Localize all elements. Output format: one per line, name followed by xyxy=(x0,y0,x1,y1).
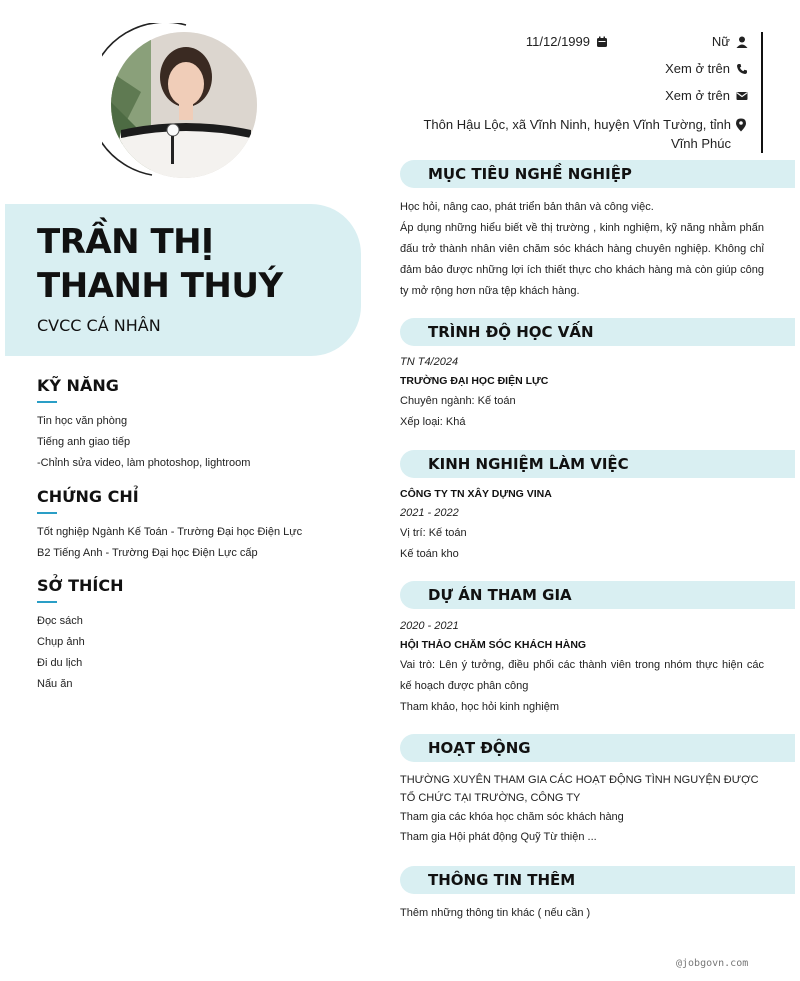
certificate-item: Tốt nghiệp Ngành Kế Toán - Trường Đại học Điện Lực xyxy=(37,526,303,538)
objective-section xyxy=(400,197,764,302)
more-info-section xyxy=(400,903,764,924)
skills-title: KỸ NĂNG xyxy=(37,376,119,395)
hobbies-section xyxy=(37,576,357,695)
certificates-section xyxy=(37,487,357,564)
gender-text: Nữ xyxy=(711,34,730,49)
project-role: Vai trò: Lên ý tưởng, điều phối các thành viên trong nhóm thực hiện các kế hoạch được phân công xyxy=(400,659,764,692)
activities-header xyxy=(400,734,795,762)
skill-item: -Chỉnh sửa video, làm photoshop, lightroom xyxy=(37,457,251,469)
hobby-item: Đọc sách xyxy=(37,615,83,627)
experience-title: KINH NGHIỆM LÀM VIỆC xyxy=(428,455,629,473)
hobbies-title: SỞ THÍCH xyxy=(37,576,124,595)
skill-item: Tiếng anh giao tiếp xyxy=(37,436,131,448)
hobby-item: Đi du lịch xyxy=(37,657,83,669)
activity-item: Tham gia các khóa học chăm sóc khách hàng xyxy=(400,811,624,823)
contact-divider xyxy=(761,32,763,153)
skills-section xyxy=(37,376,357,474)
activities-title: HOẠT ĐỘNG xyxy=(428,739,531,757)
certificate-item: B2 Tiếng Anh - Trường Đại học Điện Lực cấp xyxy=(37,547,258,559)
education-title: TRÌNH ĐỘ HỌC VẤN xyxy=(428,323,594,341)
profile-photo xyxy=(111,32,257,178)
school-name: TRƯỜNG ĐẠI HỌC ĐIỆN LỰC xyxy=(400,375,549,387)
objective-line: Học hỏi, nâng cao, phát triển bản thân và công việc. xyxy=(400,201,654,213)
user-icon xyxy=(736,36,748,48)
education-grade: Xếp loại: Khá xyxy=(400,416,466,428)
section-underline xyxy=(37,601,57,603)
address-text: Thôn Hậu Lộc, xã Vĩnh Ninh, huyện Vĩnh Tường, tỉnh Vĩnh Phúc xyxy=(423,117,731,151)
avatar xyxy=(102,23,260,181)
watermark: @jobgovn.com xyxy=(676,958,749,969)
phone-text: Xem ở trên xyxy=(665,61,730,76)
envelope-icon xyxy=(736,90,748,102)
section-underline xyxy=(37,512,57,514)
calendar-icon xyxy=(596,36,608,48)
phone-line xyxy=(665,61,748,76)
objective-paragraph: Áp dụng những hiểu biết về thị trường , kinh nghiệm, kỹ năng nhằm phấn đấu trở thành nhân viên chăm sóc khách hàng chuyên nghiệp. Không chỉ đảm bảo được những lợi ích thiết thực cho khách hàng mà còn giúp công ty mở rộng hơn nữa tệp khách hàng. xyxy=(400,222,764,297)
full-name: TRẦN THỊ THANH THUÝ xyxy=(37,222,283,306)
education-major: Chuyên ngành: Kế toán xyxy=(400,395,516,407)
email-line xyxy=(665,88,748,103)
more-info-text: Thêm những thông tin khác ( nếu cần ) xyxy=(400,907,591,919)
project-period: 2020 - 2021 xyxy=(400,620,459,632)
more-info-header xyxy=(400,866,795,894)
experience-period: 2021 - 2022 xyxy=(400,507,459,519)
project-note: Tham khảo, học hỏi kinh nghiệm xyxy=(400,701,559,713)
education-period: TN T4/2024 xyxy=(400,356,459,368)
cv-role: CVCC CÁ NHÂN xyxy=(37,316,161,335)
experience-position: Vị trí: Kế toán xyxy=(400,527,467,539)
objective-header xyxy=(400,160,795,188)
experience-section xyxy=(400,485,764,565)
projects-title: DỰ ÁN THAM GIA xyxy=(428,586,572,604)
dob-line xyxy=(526,34,608,49)
objective-title: MỤC TIÊU NGHỀ NGHIỆP xyxy=(428,165,632,183)
portrait-photo-icon xyxy=(111,32,257,178)
skill-item: Tin học văn phòng xyxy=(37,415,128,427)
more-info-title: THÔNG TIN THÊM xyxy=(428,871,576,889)
experience-header xyxy=(400,450,795,478)
email-text: Xem ở trên xyxy=(665,88,730,103)
company-name: CÔNG TY TN XÂY DỰNG VINA xyxy=(400,488,552,500)
activities-section xyxy=(400,771,764,847)
activity-item: THƯỜNG XUYÊN THAM GIA CÁC HOẠT ĐỘNG TÌNH NGUYỆN ĐƯỢC TỔ CHỨC TẠI TRƯỜNG, CÔNG TY xyxy=(400,774,759,804)
gender-line xyxy=(712,34,748,49)
dob-text: 11/12/1999 xyxy=(525,34,590,49)
location-pin-icon xyxy=(735,118,747,132)
section-underline xyxy=(37,401,57,403)
education-header xyxy=(400,318,795,346)
experience-detail: Kế toán kho xyxy=(400,548,459,560)
phone-icon xyxy=(736,63,748,75)
hobby-item: Nấu ăn xyxy=(37,678,73,690)
hobby-item: Chụp ảnh xyxy=(37,636,85,648)
activity-item: Tham gia Hội phát động Quỹ Từ thiện ... xyxy=(400,831,597,843)
certificates-title: CHỨNG CHỈ xyxy=(37,487,139,506)
projects-section xyxy=(400,617,764,718)
projects-header xyxy=(400,581,795,609)
education-section xyxy=(400,353,764,433)
project-name: HỘI THẢO CHĂM SÓC KHÁCH HÀNG xyxy=(400,639,587,651)
